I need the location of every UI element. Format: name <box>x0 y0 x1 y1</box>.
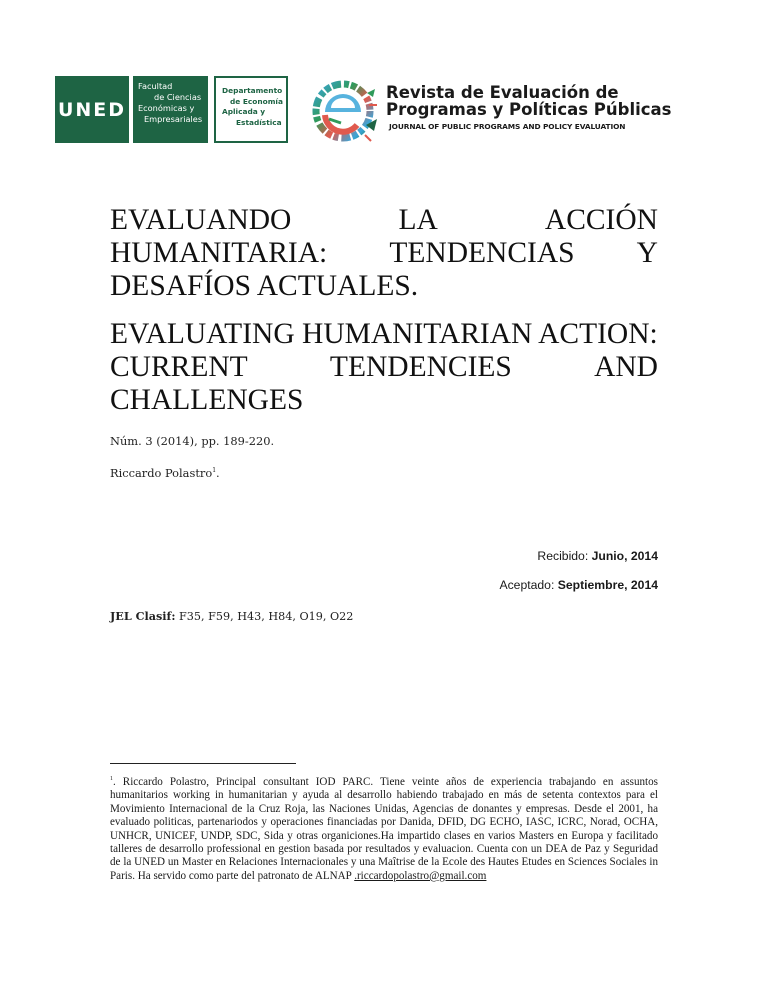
revista-title <box>386 84 672 118</box>
title-line <box>110 204 658 237</box>
title-word: ACCIÓN <box>544 204 658 236</box>
uned-logo-text: UNED <box>57 98 127 121</box>
title-line <box>110 270 658 303</box>
revista-title-line2: Programas y Políticas Públicas <box>386 100 672 119</box>
received-value: Junio, 2014 <box>591 549 658 563</box>
title-line <box>110 237 658 270</box>
author-name: Riccardo Polastro <box>110 466 213 480</box>
e-logo-icon <box>311 79 377 143</box>
title-word: CURRENT <box>110 351 248 383</box>
facultad-logo <box>133 76 208 143</box>
title-word: LA <box>398 204 438 236</box>
title-line <box>110 318 658 351</box>
title-word: EVALUANDO <box>110 204 292 236</box>
author <box>110 466 220 480</box>
footnote-separator <box>110 763 296 764</box>
header-logos <box>55 76 288 144</box>
revista-title-line1: Revista de Evaluación de <box>386 83 619 102</box>
title-word: TENDENCIAS <box>389 237 575 269</box>
footnote-mark: 1 <box>110 776 113 782</box>
issue-info: Núm. 3 (2014), pp. 189-220. <box>110 434 275 448</box>
title-word: Y <box>636 237 658 269</box>
title-word: HUMANITARIA: <box>110 237 328 269</box>
title-word: CHALLENGES <box>110 384 304 416</box>
footnote <box>110 773 658 883</box>
facultad-logo-line: Facultad <box>138 81 173 91</box>
footnote-text: . Riccardo Polastro, Principal consultant IOD PARC. Tiene veinte años de experiencia trabajando en assuntos humanitarios working in humanitarian y ayuda al desarrollo habiendo trabajado en más de setenta contextos para el Movimiento Internacional de la Cruz Roja, las Naciones Unidas, Agencias de donantes y empresas. Desde el 2001, ha evaluado politicas, partenariodos y operaciones financiadas por Danida, DFID, DG ECHO, IASC, ICRC, Norad, OCHA, UNHCR, UNICEF, UNDP, SDC, Sida y otras organiciones.Ha impartido clases en varios Masters en Europa y facilitado talleres de desarrollo professional en gestion basada por resultados y evaluacion. Cuenta con un DEA de Paz y Seguridad de la UNED un Master en Relaciones Internacionales y una Maîtrise de la Ecole des Hautes Etudes en Sciences Sociales in Paris. Ha servido como parte del patronato de ALNAP <box>110 776 658 882</box>
departamento-logo-line: Estadística <box>236 117 282 127</box>
accepted-date <box>499 578 658 592</box>
title-word: AND <box>594 351 658 383</box>
departamento-logo-line: Departamento <box>222 86 283 95</box>
title-word: DESAFÍOS ACTUALES. <box>110 270 419 302</box>
uned-logo <box>55 76 129 143</box>
departamento-logo <box>214 76 288 143</box>
departamento-logo-line: Aplicada y <box>222 107 266 116</box>
title-spanish <box>110 204 658 303</box>
revista-logo <box>306 76 686 146</box>
departamento-logo-line: de Economía <box>230 96 283 106</box>
received-date <box>537 549 658 563</box>
received-label: Recibido: <box>537 549 592 563</box>
author-suffix: . <box>216 466 220 480</box>
title-word: EVALUATING HUMANITARIAN ACTION: <box>110 318 658 350</box>
title-word: TENDENCIES <box>329 351 512 383</box>
title-line <box>110 384 658 417</box>
facultad-logo-line: Económicas y <box>138 103 195 113</box>
footnote-mark[interactable]: 1 <box>212 467 217 474</box>
jel-label: JEL Clasif: <box>110 609 176 623</box>
author-email-link[interactable]: .riccardopolastro@gmail.com <box>354 869 487 882</box>
jel-classification <box>110 609 353 623</box>
accepted-label: Aceptado: <box>499 578 558 592</box>
title-english <box>110 318 658 417</box>
jel-codes: F35, F59, H43, H84, O19, O22 <box>175 610 354 623</box>
revista-subtitle: JOURNAL OF PUBLIC PROGRAMS AND POLICY EVALUATION <box>389 122 626 131</box>
facultad-logo-line: Empresariales <box>144 114 203 124</box>
title-line <box>110 351 658 384</box>
accepted-value: Septiembre, 2014 <box>557 578 658 592</box>
facultad-logo-line: de Ciencias <box>154 92 202 102</box>
